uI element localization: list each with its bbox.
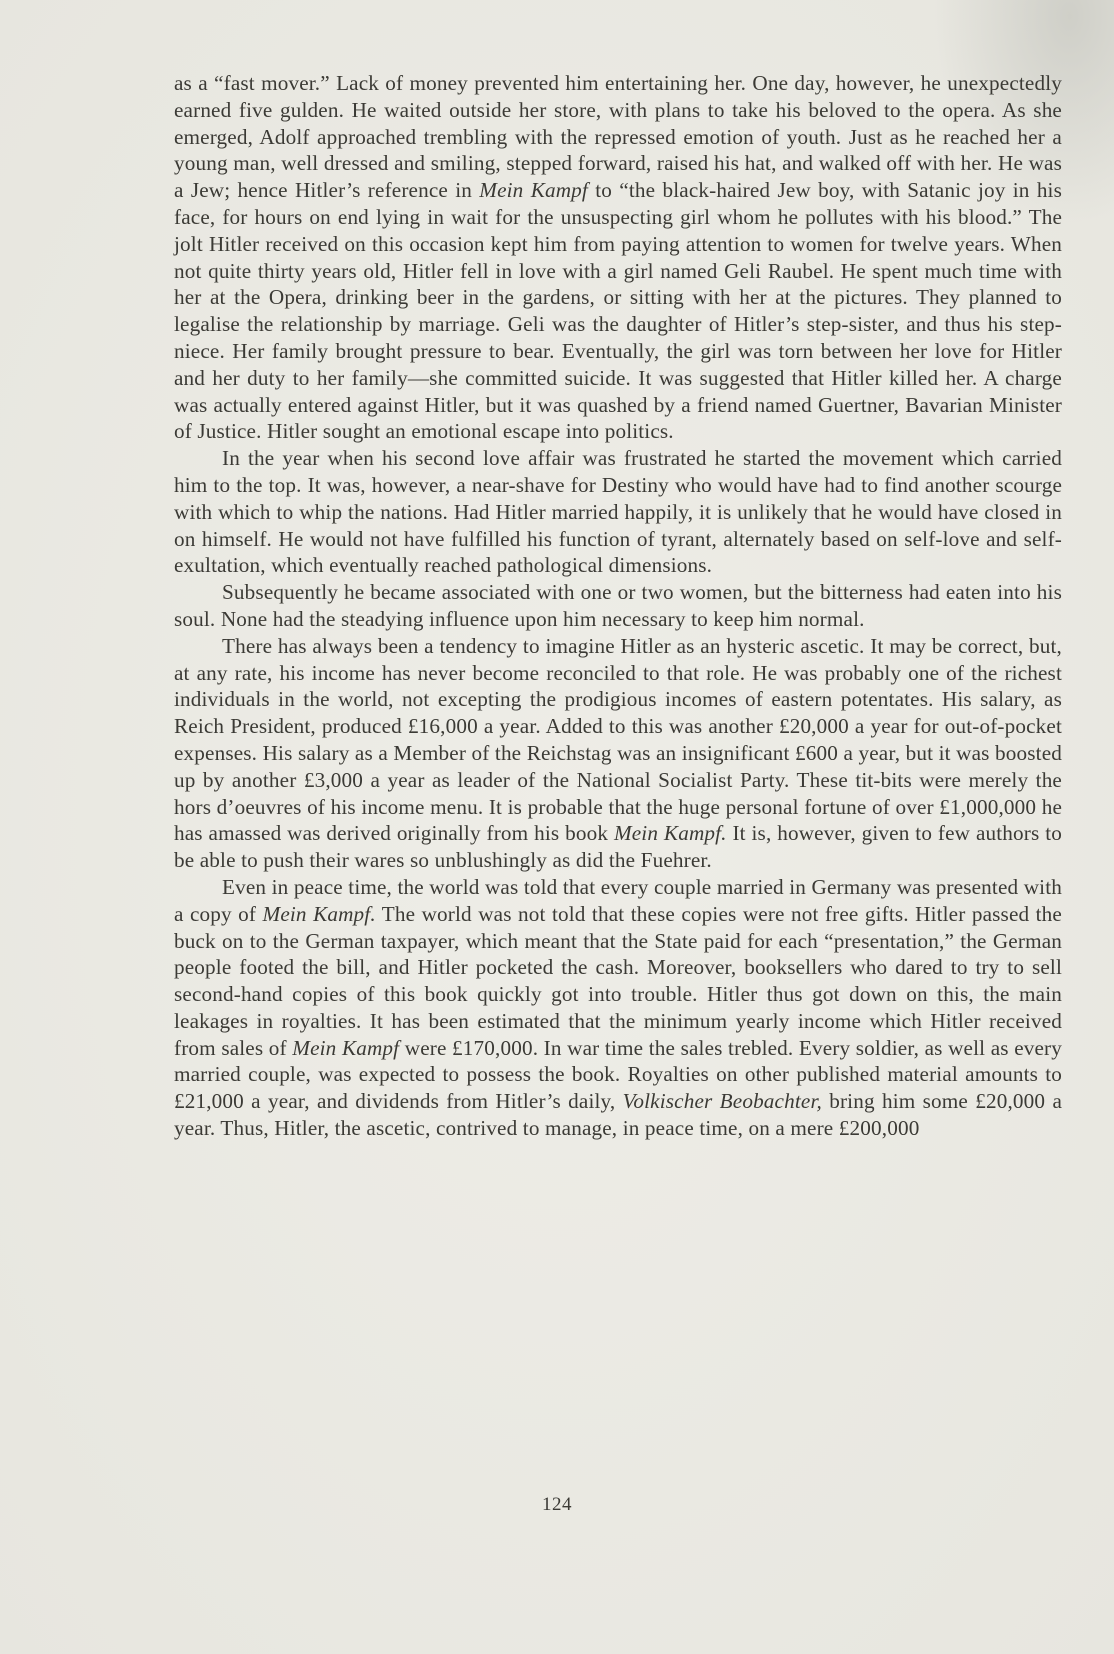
italic-title: Volkischer Beobachter, (622, 1089, 822, 1114)
paragraph (174, 633, 1062, 874)
body-text (174, 70, 1062, 1142)
italic-title: Mein Kampf. (262, 901, 376, 926)
text-run: It is, however, given to few authors to be able to push their wares so unblushingly as did the Fuehrer. (174, 821, 1062, 873)
text-run: to “the black-haired Jew boy, with Satanic joy in his face, for hours on end lying in wait for the unsuspecting girl whom he pollutes with his blood.” The jolt Hitler received on this occasion kept him from paying attention to women for twelve years. When not quite thirty years old, Hitler fell in love with a girl named Geli Raubel. He spent much time with her at the Opera, drinking beer in the gardens, or sitting with her at the pictures. They planned to legalise the relationship by marriage. Geli was the daughter of Hitler’s step-sister, and thus his step-niece. Her family brought pressure to bear. Eventually, the girl was torn between her love for Hitler and her duty to her family—she committed suicide. It was suggested that Hitler killed her. A charge was actually entered against Hitler, but it was quashed by a friend named Guertner, Bavarian Minister of Justice. Hitler sought an emotional escape into politics. (174, 178, 1062, 444)
italic-title: Mein Kampf. (613, 821, 727, 846)
text-run: as a “fast mover.” Lack of money prevented him entertaining her. One day, however, he unexpectedly earned five gulden. He waited outside her store, with plans to take his beloved to the opera. As she emerged, Adolf approached trembling with the repressed emotion of youth. Just as he reached her a young man, well dressed and smiling, stepped forward, raised his hat, and walked off with her. He was a Jew; hence Hitler’s reference in (174, 71, 1062, 203)
paragraph (174, 874, 1062, 1142)
text-run: In the year when his second love affair was frustrated he started the movement which carried him to the top. It was, however, a near-shave for Destiny who would have had to find another scourge with which to whip the nations. Had Hitler married happily, it is unlikely that he would have closed in on himself. He would not have fulfilled his function of tyrant, alternately based on self-love and self-exultation, which eventually reached pathological dimensions. (174, 446, 1062, 578)
text-run: The world was not told that these copies were not free gifts. Hitler passed the buck on to the German taxpayer, which meant that the State paid for each “presentation,” the German people footed the bill, and Hitler pocketed the cash. Moreover, booksellers who dared to try to sell second-hand copies of this book quickly got into trouble. Hitler thus got down on this, the main leakages in royalties. It has been estimated that the minimum yearly income which Hitler received from sales of (174, 901, 1062, 1060)
text-run: Subsequently he became associated with one or two women, but the bitterness had eaten into his soul. None had the steadying influence upon him necessary to keep him normal. (174, 580, 1062, 631)
paragraph (174, 579, 1062, 633)
text-run: were £170,000. In war time the sales trebled. Every soldier, as well as every married couple, was expected to possess the book. Royalties on other published material amounts to £21,000 a year, and dividends from Hitler’s daily, (174, 1035, 1063, 1114)
italic-title: Mein Kampf (292, 1035, 400, 1060)
page-number: 124 (542, 1494, 572, 1515)
text-run: Even in peace time, the world was told that every couple married in Germany was presented with a copy of (174, 874, 1062, 926)
text-run: bring him some £20,000 a year. Thus, Hitler, the ascetic, contrived to manage, in peace time, on a mere £200,000 (174, 1089, 1062, 1141)
paragraph (174, 445, 1062, 579)
italic-title: Mein Kampf (479, 178, 588, 203)
paragraph (174, 70, 1062, 445)
text-run: There has always been a tendency to imagine Hitler as an hysteric ascetic. It may be correct, but, at any rate, his income has never become reconciled to that role. He was probably one of the richest individuals in the world, not excepting the prodigious incomes of eastern potentates. His salary, as Reich President, produced £16,000 a year. Added to this was another £20,000 a year for out-of-pocket expenses. His salary as a Member of the Reichstag was an insignificant £600 a year, but it was boosted up by another £3,000 a year as leader of the National Socialist Party. These tit-bits were merely the hors d’oeuvres of his income menu. It is probable that the huge personal fortune of over £1,000,000 he has amassed was derived originally from his book (174, 633, 1062, 846)
